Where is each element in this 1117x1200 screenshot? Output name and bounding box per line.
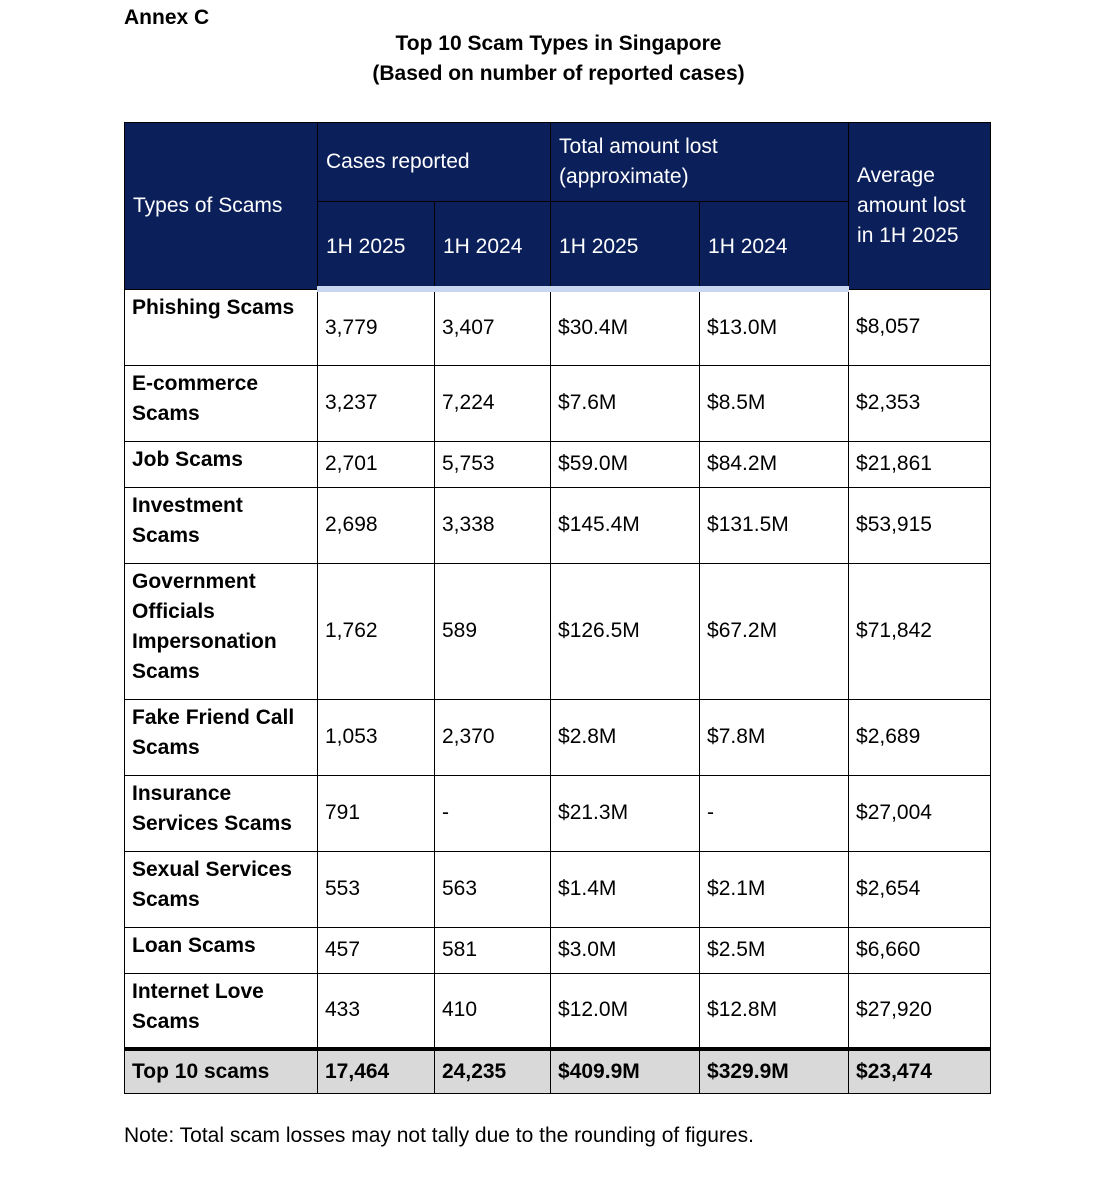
table-row [125, 973, 991, 1049]
table-title: Top 10 Scam Types in Singapore [395, 32, 722, 55]
table-row [125, 487, 991, 563]
cases-1h2025: 1,053 [318, 699, 435, 775]
scam-type: Sexual Services Scams [125, 851, 318, 927]
total-amount-1h2025: $409.9M [551, 1049, 700, 1094]
amount-1h2025: $3.0M [551, 927, 700, 973]
amount-1h2025: $12.0M [551, 973, 700, 1049]
amount-1h2024: $67.2M [700, 563, 849, 699]
table-row [125, 927, 991, 973]
cases-1h2024: 563 [435, 851, 551, 927]
cases-1h2025: 2,698 [318, 487, 435, 563]
amount-1h2024: $84.2M [700, 441, 849, 487]
annex-label: Annex C [124, 6, 210, 29]
header-amount: Total amount lost (approximate) [551, 123, 849, 202]
scam-type: Government Officials Impersonation Scams [125, 563, 318, 699]
cases-1h2025: 791 [318, 775, 435, 851]
table-row [125, 563, 991, 699]
header-amount-1h2024: 1H 2024 [700, 202, 849, 290]
amount-1h2025: $7.6M [551, 365, 700, 441]
total-row [125, 1049, 991, 1094]
scam-type: E-commerce Scams [125, 365, 318, 441]
table-row [125, 775, 991, 851]
table-row [125, 289, 991, 365]
amount-1h2024: - [700, 775, 849, 851]
average-amount: $6,660 [849, 927, 991, 973]
header-cases-1h2024: 1H 2024 [435, 202, 551, 290]
table-row [125, 699, 991, 775]
average-amount: $8,057 [849, 289, 991, 365]
header-cases: Cases reported [318, 123, 551, 202]
cases-1h2024: 410 [435, 973, 551, 1049]
amount-1h2025: $126.5M [551, 563, 700, 699]
header-average: Average amount lost in 1H 2025 [849, 123, 991, 290]
scam-type: Job Scams [125, 441, 318, 487]
scam-type: Investment Scams [125, 487, 318, 563]
total-cases-1h2025: 17,464 [318, 1049, 435, 1094]
average-amount: $2,654 [849, 851, 991, 927]
cases-1h2024: - [435, 775, 551, 851]
amount-1h2024: $8.5M [700, 365, 849, 441]
cases-1h2024: 3,338 [435, 487, 551, 563]
cases-1h2025: 457 [318, 927, 435, 973]
cases-1h2024: 5,753 [435, 441, 551, 487]
cases-1h2025: 1,762 [318, 563, 435, 699]
cases-1h2024: 7,224 [435, 365, 551, 441]
amount-1h2024: $131.5M [700, 487, 849, 563]
table-subtitle: (Based on number of reported cases) [372, 62, 745, 85]
total-cases-1h2024: 24,235 [435, 1049, 551, 1094]
amount-1h2025: $2.8M [551, 699, 700, 775]
scam-type: Insurance Services Scams [125, 775, 318, 851]
footnote: Note: Total scam losses may not tally due to the rounding of figures. [124, 1124, 754, 1147]
table-body [125, 289, 991, 1094]
total-label: Top 10 scams [125, 1049, 318, 1094]
scam-type: Internet Love Scams [125, 973, 318, 1049]
table-row [125, 851, 991, 927]
scam-types-table [124, 122, 991, 1094]
cases-1h2024: 3,407 [435, 289, 551, 365]
average-amount: $27,004 [849, 775, 991, 851]
amount-1h2024: $7.8M [700, 699, 849, 775]
average-amount: $53,915 [849, 487, 991, 563]
amount-1h2024: $12.8M [700, 973, 849, 1049]
table-row [125, 365, 991, 441]
amount-1h2025: $59.0M [551, 441, 700, 487]
amount-1h2024: $13.0M [700, 289, 849, 365]
header-types: Types of Scams [125, 123, 318, 290]
cases-1h2025: 433 [318, 973, 435, 1049]
cases-1h2025: 3,237 [318, 365, 435, 441]
header-cases-1h2025: 1H 2025 [318, 202, 435, 290]
average-amount: $71,842 [849, 563, 991, 699]
amount-1h2024: $2.5M [700, 927, 849, 973]
amount-1h2024: $2.1M [700, 851, 849, 927]
cases-1h2025: 3,779 [318, 289, 435, 365]
table-header [125, 123, 991, 290]
cases-1h2024: 2,370 [435, 699, 551, 775]
average-amount: $2,689 [849, 699, 991, 775]
header-amount-1h2025: 1H 2025 [551, 202, 700, 290]
scam-type: Loan Scams [125, 927, 318, 973]
average-amount: $2,353 [849, 365, 991, 441]
total-average-amount: $23,474 [849, 1049, 991, 1094]
scam-type: Phishing Scams [125, 289, 318, 365]
table-row [125, 441, 991, 487]
amount-1h2025: $30.4M [551, 289, 700, 365]
scam-type: Fake Friend Call Scams [125, 699, 318, 775]
average-amount: $21,861 [849, 441, 991, 487]
cases-1h2024: 581 [435, 927, 551, 973]
cases-1h2025: 2,701 [318, 441, 435, 487]
cases-1h2024: 589 [435, 563, 551, 699]
amount-1h2025: $1.4M [551, 851, 700, 927]
amount-1h2025: $21.3M [551, 775, 700, 851]
cases-1h2025: 553 [318, 851, 435, 927]
average-amount: $27,920 [849, 973, 991, 1049]
total-amount-1h2024: $329.9M [700, 1049, 849, 1094]
amount-1h2025: $145.4M [551, 487, 700, 563]
